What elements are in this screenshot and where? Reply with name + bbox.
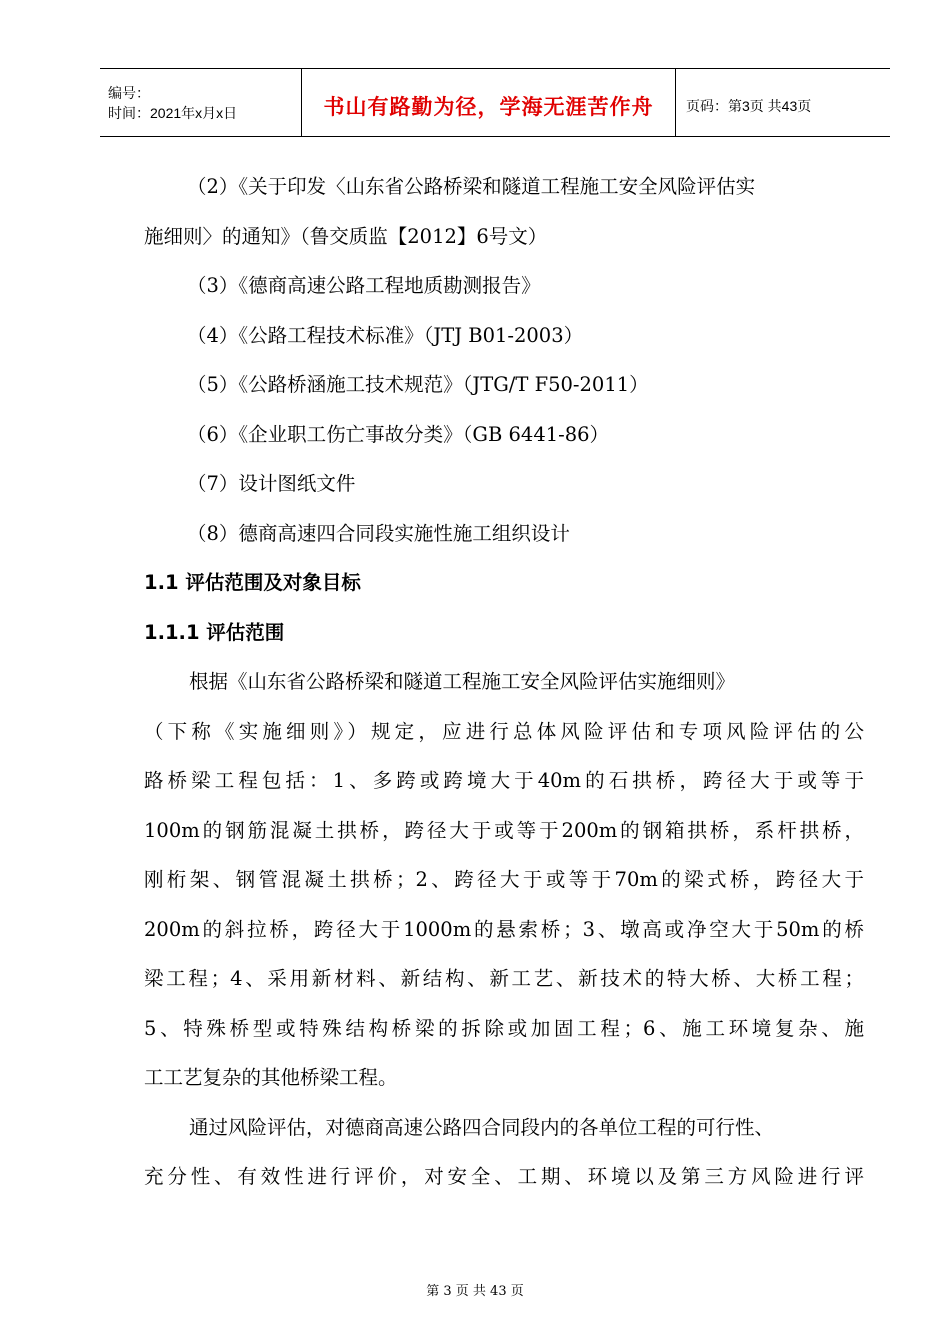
- paragraph-1-line: 梁工程；4、采用新材料、新结构、新工艺、新技术的特大桥、大桥工程；: [144, 967, 864, 990]
- reference-item-6: （6）《企业职工伤亡事故分类》（GB 6441-86）: [187, 422, 610, 446]
- header-page-info: 页码：第3页 共43页: [686, 97, 812, 114]
- paragraph-2-line: 通过风险评估，对德商高速公路四合同段内的各单位工程的可行性、: [189, 1115, 775, 1139]
- paragraph-1-line: 5、特殊桥型或特殊结构桥梁的拆除或加固工程；6、施工环境复杂、施: [144, 1016, 864, 1040]
- reference-item-3: （3）《德商高速公路工程地质勘测报告》: [187, 274, 541, 297]
- paragraph-1-line: 路桥梁工程包括：1、多跨或跨境大于40m的石拱桥，跨径大于或等于: [144, 769, 864, 792]
- header-motto: 书山有路勤为径，学海无涯苦作舟: [323, 94, 654, 119]
- paragraph-1-line: 工工艺复杂的其他桥梁工程。: [144, 1066, 398, 1089]
- page-footer: 第 3 页 共 43 页: [426, 1284, 524, 1299]
- page-header: [100, 68, 890, 137]
- subsection-heading: 1.1.1 评估范围: [144, 620, 285, 644]
- reference-item-4: （4）《公路工程技术标准》（JTJ B01-2003）: [187, 323, 584, 347]
- reference-item-5: （5）《公路桥涵施工技术规范》（JTG/T F50-2011）: [187, 373, 649, 396]
- document-body: [144, 162, 864, 1202]
- reference-item-7: （7）设计图纸文件: [187, 472, 356, 495]
- paragraph-1-line: 刚桁架、钢管混凝土拱桥；2、跨径大于或等于70m的梁式桥，跨径大于: [144, 868, 864, 891]
- paragraph-1-line: 200m的斜拉桥，跨径大于1000m的悬索桥；3、墩高或净空大于50m的桥: [144, 917, 864, 941]
- header-motto-cell: [302, 69, 676, 136]
- header-meta: [100, 69, 302, 136]
- document-date: 时间：2021年x月x日: [108, 104, 238, 121]
- reference-item-8: （8）德商高速四合同段实施性施工组织设计: [187, 521, 570, 545]
- reference-item-2-line-2: 施细则〉的通知》（鲁交质监【2012】6号文）: [144, 224, 548, 248]
- document-number-label: 编号：: [108, 84, 150, 101]
- paragraph-1-line: 100m的钢筋混凝土拱桥，跨径大于或等于200m的钢箱拱桥，系杆拱桥，: [144, 818, 864, 842]
- paragraph-1-line: （下称《实施细则》）规定，应进行总体风险评估和专项风险评估的公: [144, 719, 864, 743]
- section-heading: 1.1 评估范围及对象目标: [144, 571, 361, 594]
- paragraph-1-line: 根据《山东省公路桥梁和隧道工程施工安全风险评估实施细则》: [189, 670, 736, 693]
- reference-item-2-line-1: （2）《关于印发〈山东省公路桥梁和隧道工程施工安全风险评估实: [187, 175, 756, 198]
- paragraph-2-line: 充分性、有效性进行评价，对安全、工期、环境以及第三方风险进行评: [144, 1165, 864, 1188]
